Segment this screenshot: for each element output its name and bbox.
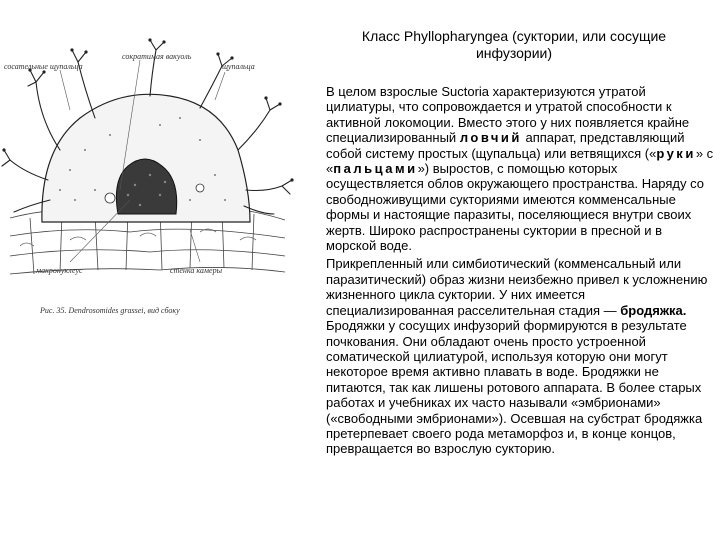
p2-text-1: Прикрепленный или симбиотический (комменсальный или паразитический) образ жизни неизбежно привел к усложнению жизненного цикла суктории. У них имеется специализированная расселительная стадия — xyxy=(326,256,708,318)
p2-text-2: Бродяжки у сосущих инфузорий формируются в результате почкования. Они обладают очень просто устроенной соматической цилиатурой, используя которую они могут некоторое время активно плавать в воде. Бродяжки не питаются, так как лишены ротового аппарата. В более старых работах и учебниках их часто называли «эмбрионами» («свободными эмбрионами»). Осевшая на субстрат бродяжка претерпевает своего рода метаморфоз и, в конце концов, превращается во взрослую сукторию. xyxy=(326,318,703,457)
contractile-vacuole xyxy=(105,193,115,203)
p1-text-4: ») выростов, с помощью которых осуществляется облов окружающего пространства. Наряду со свободноживущими сукториями имеются комменсальные формы и настоящие паразиты, поселяющиеся внутри своих жертв. Широко распространены суктории в пресной и в морской воде. xyxy=(326,161,705,254)
figure-illustration xyxy=(0,0,300,330)
page-title xyxy=(314,28,714,62)
figure-label-top-right: щупальца xyxy=(222,62,255,71)
dendrosomides-drawing xyxy=(0,0,300,330)
figure-caption: Рис. 35. Dendrosomides grassei, вид сбоку xyxy=(40,306,180,315)
p1-spaced-term-1: ловчий xyxy=(459,130,522,146)
figure-label-top-center: сократимая вакуоль xyxy=(122,52,192,61)
paragraph-1 xyxy=(326,84,714,253)
title-line-1: Класс Phyllopharyngea (суктории, или сосущие xyxy=(361,28,667,44)
p1-text-2: аппарат, представляющий собой систему простых (щупальца) или ветвящихся (« xyxy=(326,130,685,161)
figure-label-bottom-left: макронуклеус xyxy=(36,266,83,275)
p1-spaced-term-3: пальцами xyxy=(333,161,418,177)
body-text xyxy=(326,84,714,457)
title-line-2: инфузории) xyxy=(475,45,553,61)
p1-text-1: В целом взрослые Suctoria характеризуются утратой цилиатуры, что сопровождается и утратой способности к активной локомоции. Вместо этого у них появляется крайне специализированный xyxy=(326,84,690,146)
p2-bold-term: бродяжка. xyxy=(620,302,687,318)
p1-spaced-term-2: руки xyxy=(656,145,696,161)
p1-text-3: » с « xyxy=(326,145,714,177)
figure-label-bottom-right: стенка камеры xyxy=(170,266,223,275)
figure-label-top-left: сосательные щупальца xyxy=(4,62,83,71)
paragraph-2 xyxy=(326,256,714,456)
